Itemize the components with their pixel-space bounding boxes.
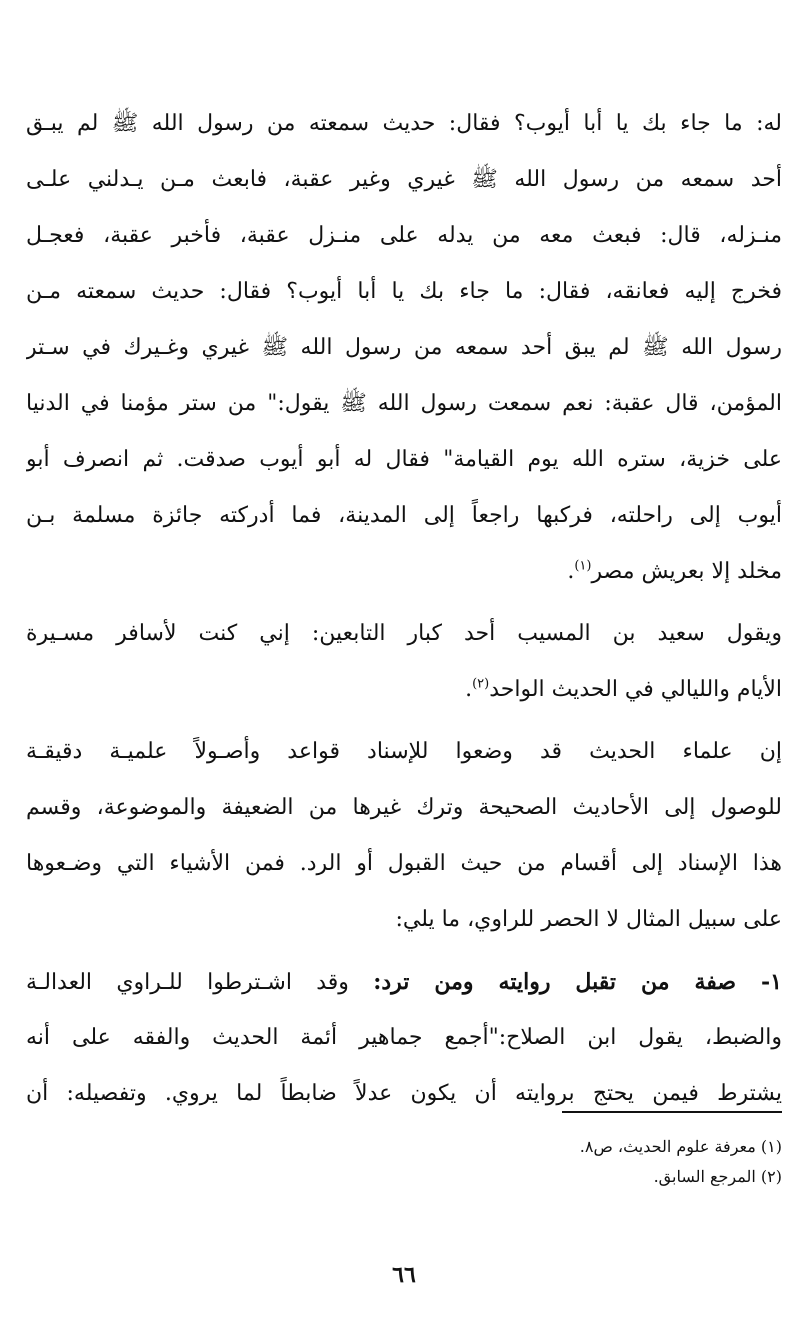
text-line-content: مخلد إلا بعريش مصر: [591, 559, 782, 584]
text-line: [26, 954, 782, 1010]
text-line: له: ما جاء بك يا أبا أيوب؟ فقال: حديث سمعته من رسول الله ﷺ لم يبـق: [26, 111, 782, 136]
text-line: هذا الإسناد إلى أقسام من حيث القبول أو الرد. فمن الأشياء التي وضـعوها: [26, 851, 782, 876]
footnotes: [580, 1132, 782, 1192]
footnote-1: (١) معرفة علوم الحديث، ص٨.: [579, 1137, 782, 1156]
text-line: على خزية، ستره الله يوم القيامة" فقال له أبو أيوب صدقت. ثم انصرف أبو: [26, 447, 782, 472]
text-line: يشترط فيمن يحتج بروايته أن يكون عدلاً ضابطاً لما يروي. وتفصيله: أن: [26, 1081, 782, 1106]
sentence-end: .: [465, 677, 473, 702]
text-line: والضبط، يقول ابن الصلاح:"أجمع جماهير أئمة الحديث والفقه على أنه: [26, 1025, 782, 1050]
text-line: [26, 544, 782, 600]
text-line: للوصول إلى الأحاديث الصحيحة وترك غيرها من الضعيفة والموضوعة، وقسم: [26, 795, 782, 820]
text-line: رسول الله ﷺ لم يبق أحد سمعه من رسول الله ﷺ غيري وغـيرك في سـتر: [26, 335, 782, 360]
text-line-content: الأيام والليالي في الحديث الواحد: [489, 677, 782, 702]
footnote-ref-1: (١): [574, 558, 592, 574]
footnote-2: (٢) المرجع السابق.: [653, 1167, 782, 1186]
text-line: إن علماء الحديث قد وضعوا للإسناد قواعد وأصـولاً علميـة دقيقـة: [26, 739, 782, 764]
main-text: [26, 96, 782, 1122]
text-line: على سبيل المثال لا الحصر للراوي، ما يلي:: [395, 907, 782, 932]
text-line: [26, 662, 782, 718]
sentence-end: .: [567, 559, 575, 584]
text-line: منـزله، قال: فبعث معه من يدله على منـزل عقبة، فأخبر عقبة، فعجـل: [26, 223, 782, 248]
page-number: ٦٦: [392, 1262, 416, 1288]
text-line: ويقول سعيد بن المسيب أحد كبار التابعين: إني كنت لأسافر مسـيرة: [26, 621, 782, 646]
text-line: أيوب إلى راحلته، فركبها راجعاً إلى المدينة، فما أدركته جائزة مسلمة بـن: [26, 503, 782, 528]
section-heading: ١- صفة من تقبل روايته ومن ترد:: [373, 969, 782, 995]
footnote-divider: [562, 1111, 782, 1113]
text-line-content: وقد اشـترطوا للـراوي العدالـة: [26, 970, 349, 995]
text-line: فخرج إليه فعانقه، فقال: ما جاء بك يا أبا أيوب؟ فقال: حديث سمعته مـن: [26, 279, 782, 304]
text-line: المؤمن، قال عقبة: نعم سمعت رسول الله ﷺ يقول:" من ستر مؤمنا في الدنيا: [26, 391, 782, 416]
footnote-ref-2: (٢): [472, 676, 490, 692]
text-line: أحد سمعه من رسول الله ﷺ غيري وغير عقبة، فابعث مـن يـدلني علـى: [26, 167, 782, 192]
